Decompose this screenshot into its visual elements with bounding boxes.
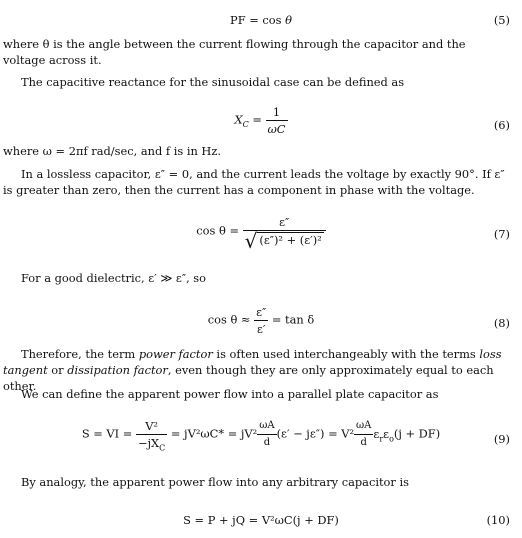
- eq6-x: X: [234, 112, 243, 127]
- paragraph-apparent-power: We can define the apparent power flow into a parallel plate capacitor as: [21, 387, 439, 401]
- eq8-fraction: [254, 304, 268, 337]
- eq9-epsilon-o: $\varepsilon_o$: [383, 426, 394, 443]
- term-loss-tangent: loss tangent: [3, 347, 502, 377]
- eq9-part-b: = jV²ωC* = jV²: [170, 426, 258, 441]
- equation-6: [0, 104, 522, 137]
- eq6-eq: =: [252, 112, 262, 127]
- paragraph-good-dielectric: For a good dielectric, ε′ ≫ ε″, so: [21, 271, 207, 285]
- term-power-factor: power factor: [138, 347, 213, 361]
- equation-5-number: (5): [493, 13, 510, 27]
- eq9-part-c: (ε′ − jε″) = V²: [276, 426, 355, 441]
- equation-7-number: (7): [493, 227, 510, 241]
- eq7-numerator: ε″: [279, 215, 290, 229]
- eq9-f2-bottom: d: [257, 434, 276, 451]
- eq9-f2-top: ωA: [259, 420, 275, 431]
- equation-8-number: (8): [493, 316, 510, 330]
- eq7-denominator: [243, 228, 326, 253]
- eq7-fraction: [243, 214, 326, 253]
- paragraph-analogy: By analogy, the apparent power flow into any arbitrary capacitor is: [21, 475, 409, 489]
- eq9-part-f: (j + DF): [393, 426, 441, 441]
- equation-7: [0, 214, 522, 253]
- eq8-rhs: = tan δ: [271, 312, 315, 327]
- equation-10: [0, 512, 522, 528]
- eq8-denominator: ε′: [254, 320, 268, 337]
- equation-6-number: (6): [493, 118, 510, 132]
- equation-9: [0, 418, 522, 451]
- eq9-f1-bottom: $-jX_C$: [137, 436, 166, 453]
- equation-10-number: (10): [486, 513, 510, 527]
- paragraph-angle: where θ is the angle between the current flowing through the capacitor and the voltage across it.: [3, 37, 466, 67]
- eq9-f3-top: ωA: [356, 420, 372, 431]
- term-dissipation-factor: dissipation factor: [67, 363, 168, 377]
- eq6-fraction: [266, 104, 288, 137]
- eq9-epsilon-r: $\varepsilon_r$: [373, 426, 384, 443]
- eq6-denominator: ωC: [267, 122, 286, 136]
- equation-9-number: (9): [493, 432, 510, 446]
- eq8-numerator: ε″: [256, 305, 267, 319]
- eq9-fraction-1: [136, 418, 167, 451]
- paragraph-reactance-intro: The capacitive reactance for the sinusoidal case can be defined as: [21, 75, 405, 89]
- eq9-fraction-2: [257, 418, 276, 451]
- eq5-lhs: PF = cos: [230, 13, 282, 27]
- eq9-fraction-3: [354, 418, 373, 451]
- eq7-lhs: cos θ =: [196, 223, 239, 238]
- eq10-expr: S = P + jQ = V²ωC(j + DF): [183, 513, 339, 527]
- sqrt-icon: √ (ε″)² + (ε′)²: [244, 228, 322, 253]
- equation-5: [0, 12, 522, 28]
- eq7-root: (ε″)² + (ε′)²: [259, 232, 322, 247]
- eq6-numerator: 1: [272, 105, 281, 119]
- equation-8: [0, 304, 522, 337]
- paragraph-omega: where ω = 2πf rad/sec, and f is in Hz.: [3, 144, 221, 158]
- eq9-f3-bottom: d: [354, 434, 373, 451]
- eq5-theta: θ: [285, 13, 292, 27]
- eq8-lhs: cos θ ≈: [207, 312, 251, 327]
- paragraph-power-factor: Therefore, the term power factor is often used interchangeably with the terms loss tangent or dissipation factor, even though they are only approximately equal to each other.: [3, 347, 502, 393]
- eq6-sub: C: [242, 119, 249, 129]
- paragraph-lossless: In a lossless capacitor, ε″ = 0, and the current leads the voltage by exactly 90°. If ε″ is greater than zero, then the current has a component in phase with the voltage.: [3, 167, 505, 197]
- eq9-part-a: S = VI =: [81, 426, 133, 441]
- eq9-f1-top: V²: [145, 419, 158, 433]
